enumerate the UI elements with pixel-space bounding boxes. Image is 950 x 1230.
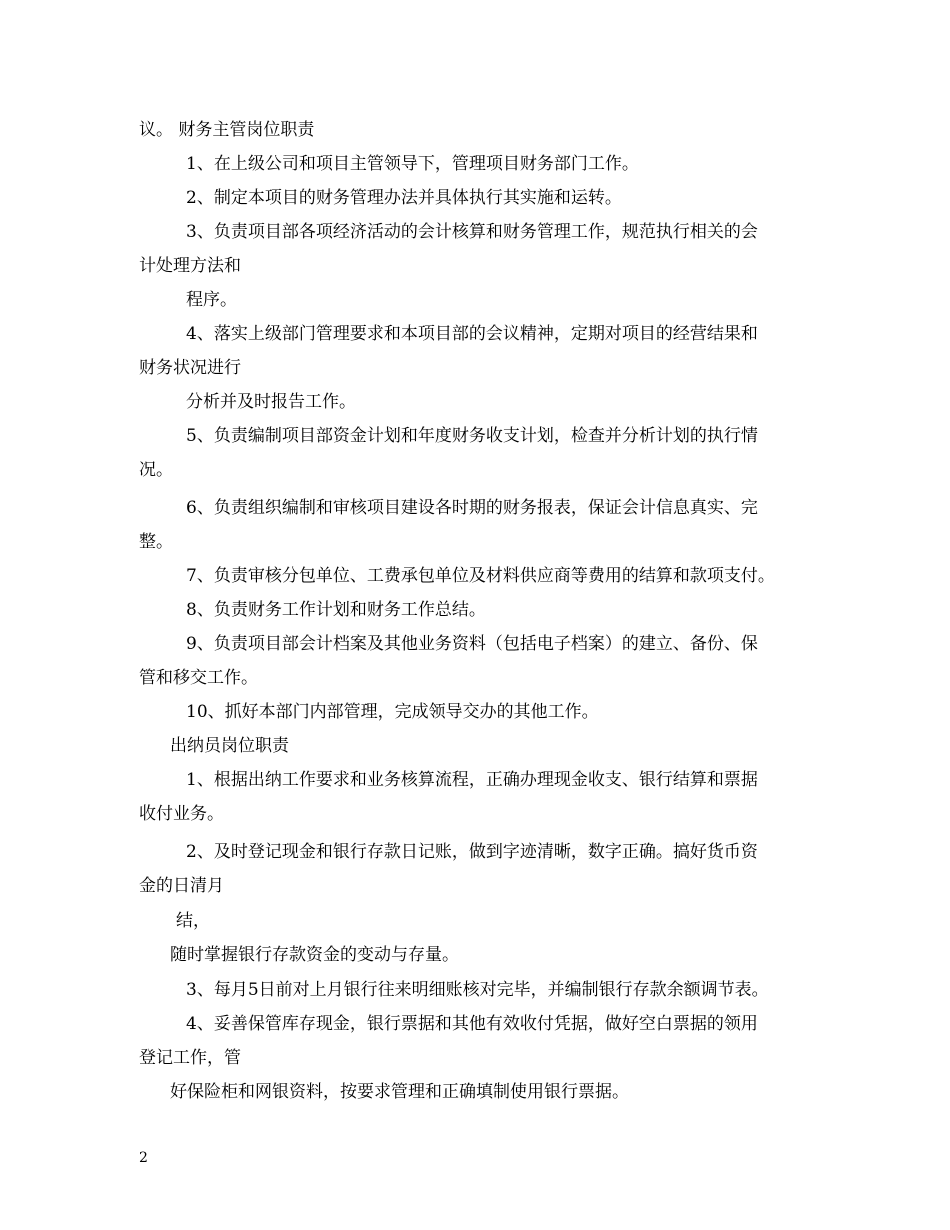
text-line: 8、负责财务工作计划和财务工作总结。 xyxy=(186,600,486,620)
text-line: 分析并及时报告工作。 xyxy=(186,392,356,412)
text-line: 7、负责审核分包单位、工费承包单位及材料供应商等费用的结算和款项支付。 xyxy=(186,566,775,586)
text-line: 好保险柜和网银资料，按要求管理和正确填制使用银行票据。 xyxy=(170,1082,629,1102)
text-line-section-heading: 出纳员岗位职责 xyxy=(170,736,289,756)
text-line: 程序。 xyxy=(186,290,237,310)
text-line-section-heading: 议。 财务主管岗位职责 xyxy=(139,120,315,140)
text-line: 结， xyxy=(176,911,210,931)
text-line: 整。 xyxy=(139,532,173,552)
text-line: 随时掌握银行存款资金的变动与存量。 xyxy=(170,945,459,965)
text-line: 登记工作，管 xyxy=(139,1048,241,1068)
text-line: 况。 xyxy=(139,460,173,480)
text-line: 财务状况进行 xyxy=(139,358,241,378)
text-line: 5、负责编制项目部资金计划和年度财务收支计划，检查并分析计划的执行情 xyxy=(186,426,758,446)
text-line: 3、负责项目部各项经济活动的会计核算和财务管理工作，规范执行相关的会 xyxy=(186,222,758,242)
text-line: 收付业务。 xyxy=(139,804,224,824)
text-line: 2、及时登记现金和银行存款日记账，做到字迹清晰，数字正确。搞好货币资 xyxy=(186,842,758,862)
text-line: 4、落实上级部门管理要求和本项目部的会议精神，定期对项目的经营结果和 xyxy=(186,324,758,344)
text-line: 3、每月5日前对上月银行往来明细账核对完毕，并编制银行存款余额调节表。 xyxy=(186,980,769,1000)
text-line: 2、制定本项目的财务管理办法并具体执行其实施和运转。 xyxy=(186,188,622,208)
text-line: 金的日清月 xyxy=(139,876,224,896)
text-line: 计处理方法和 xyxy=(139,256,241,276)
text-line: 1、在上级公司和项目主管领导下，管理项目财务部门工作。 xyxy=(186,154,639,174)
text-line: 4、妥善保管库存现金，银行票据和其他有效收付凭据，做好空白票据的领用 xyxy=(186,1014,758,1034)
page-number: 2 xyxy=(139,1150,148,1166)
text-line: 6、负责组织编制和审核项目建设各时期的财务报表，保证会计信息真实、完 xyxy=(186,498,758,518)
text-line: 1、根据出纳工作要求和业务核算流程，正确办理现金收支、银行结算和票据 xyxy=(186,770,758,790)
text-line: 9、负责项目部会计档案及其他业务资料（包括电子档案）的建立、备份、保 xyxy=(186,634,758,654)
text-line: 管和移交工作。 xyxy=(139,668,258,688)
text-line: 10、抓好本部门内部管理，完成领导交办的其他工作。 xyxy=(186,702,599,722)
